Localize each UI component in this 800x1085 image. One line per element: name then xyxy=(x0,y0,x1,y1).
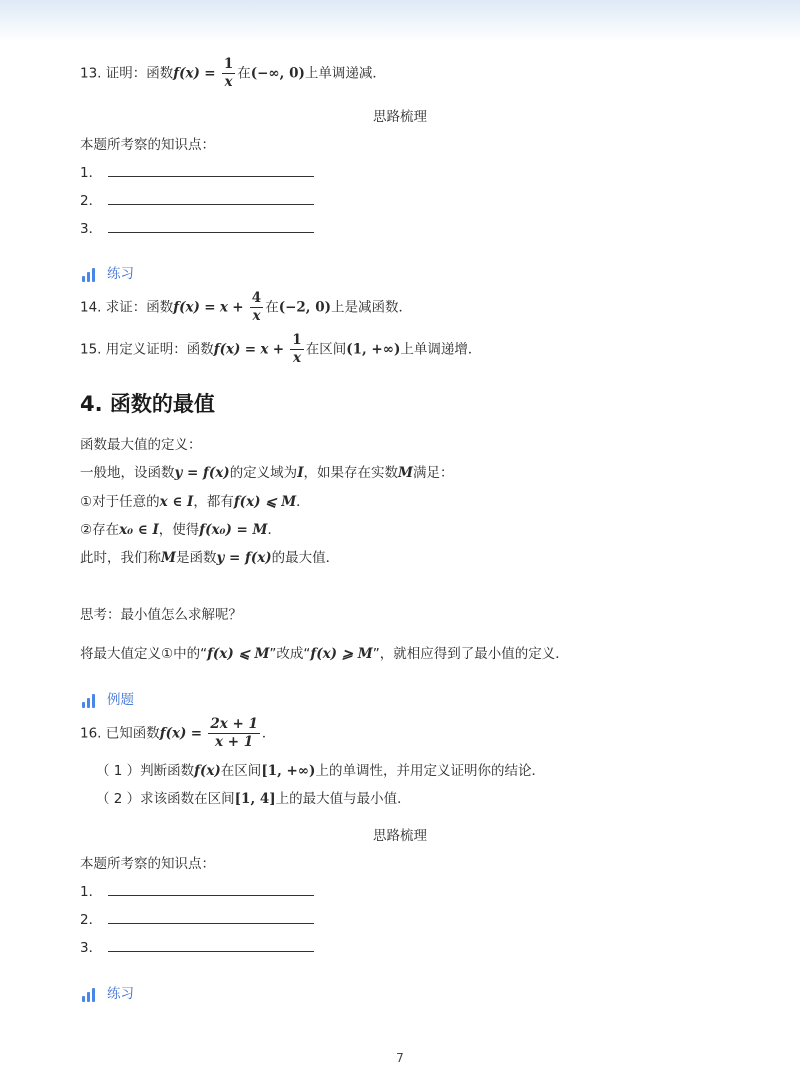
text: （ 1 ）判断函数 xyxy=(96,763,195,779)
question-text: 上单调递增． xyxy=(400,341,482,358)
blank-line[interactable] xyxy=(108,910,314,924)
analysis-title: 思路梳理 xyxy=(373,109,427,125)
text: 的定义域为 xyxy=(229,465,298,481)
fraction-denominator: x xyxy=(252,308,261,324)
blank-line[interactable] xyxy=(108,882,314,896)
definition-line-1: 函数最大值的定义： xyxy=(80,437,202,453)
practice-label: 练习 xyxy=(107,986,134,1002)
math-fx: f(x) xyxy=(213,341,241,358)
text: 的最大值． xyxy=(271,550,340,566)
math-interval: [1, +∞) xyxy=(261,763,316,779)
fraction-numerator: 2x + 1 xyxy=(210,716,258,732)
page-number: 7 xyxy=(396,1051,404,1065)
text: 将最大值定义①中的“ xyxy=(80,646,208,662)
math-x: x xyxy=(260,341,269,358)
text: ． xyxy=(296,494,310,510)
bar-chart-icon xyxy=(82,692,97,708)
text: （ 2 ）求该函数在区间 xyxy=(96,791,235,807)
answer-line-2[interactable] xyxy=(80,908,314,928)
math: f(x) ⩽ M xyxy=(233,494,297,510)
practice-label: 练习 xyxy=(107,266,134,282)
text: 在区间 xyxy=(220,763,262,779)
fraction xyxy=(290,332,303,367)
math-interval: (−2, 0) xyxy=(278,299,331,316)
math: x ∈ I xyxy=(159,494,194,510)
text: 一般地，设函数 xyxy=(80,465,175,481)
question-text: 用定义证明：函数 xyxy=(105,341,214,358)
fraction xyxy=(250,290,263,325)
analysis-title: 思路梳理 xyxy=(373,828,427,844)
text: 上的单调性，并用定义证明你的结论． xyxy=(315,763,545,779)
question-text: 证明：函数 xyxy=(105,65,174,82)
text: ，如果存在实数 xyxy=(303,465,399,481)
text: ，都有 xyxy=(193,494,234,510)
answer-line-2[interactable] xyxy=(80,189,314,209)
math: M xyxy=(161,550,176,566)
blank-line[interactable] xyxy=(108,191,314,205)
think-answer xyxy=(80,642,569,662)
analysis-prompt: 本题所考察的知识点： xyxy=(80,856,215,872)
math-fx: f(x) xyxy=(173,299,200,316)
question-text: 上是减函数． xyxy=(330,299,412,316)
math-fx: f(x) xyxy=(159,725,187,742)
text: ”，就相应得到了最小值的定义． xyxy=(372,646,569,662)
practice-header xyxy=(82,262,134,282)
example-header xyxy=(82,688,134,708)
question-13 xyxy=(80,56,386,91)
answer-label: 1． xyxy=(80,165,103,181)
math-eq: = xyxy=(204,65,216,82)
math-interval: (1, +∞) xyxy=(346,341,401,358)
math: x₀ ∈ I xyxy=(119,522,159,538)
question-number: 14. xyxy=(80,299,102,316)
text: ，使得 xyxy=(158,522,200,538)
answer-line-3[interactable] xyxy=(80,936,314,956)
text: ． xyxy=(267,522,281,538)
math-plus: + xyxy=(232,299,244,316)
math: f(x) xyxy=(194,763,221,779)
answer-label: 3． xyxy=(80,221,103,237)
think-question: 思考：最小值怎么求解呢？ xyxy=(80,607,242,623)
section-heading xyxy=(80,388,215,418)
question-text: 在 xyxy=(237,65,251,82)
question-number: 13. xyxy=(80,65,102,82)
math-eq: = xyxy=(244,341,257,358)
answer-label: 2． xyxy=(80,912,103,928)
question-text: 在区间 xyxy=(305,341,347,358)
fraction-denominator: x xyxy=(224,74,233,90)
example-label: 例题 xyxy=(107,692,134,708)
math-fx: f(x) xyxy=(173,65,200,82)
text: ”改成“ xyxy=(269,646,311,662)
question-15 xyxy=(80,332,481,367)
answer-label: 3． xyxy=(80,940,103,956)
question-14 xyxy=(80,290,412,325)
math-interval: [1, 4] xyxy=(234,791,276,807)
answer-line-3[interactable] xyxy=(80,217,314,237)
definition-line-4 xyxy=(80,518,281,538)
fraction-denominator: x + 1 xyxy=(215,734,254,750)
section-title: 4. 函数的最值 xyxy=(80,392,215,416)
fraction-numerator: 4 xyxy=(251,290,262,306)
math: M xyxy=(398,465,413,481)
question-text: 已知函数 xyxy=(105,725,160,742)
question-text: 求证：函数 xyxy=(105,299,174,316)
text: 上的最大值与最小值． xyxy=(275,791,411,807)
question-number: 16. xyxy=(80,725,102,742)
blank-line[interactable] xyxy=(108,163,314,177)
fraction-denominator: x xyxy=(292,350,302,366)
definition-line-2 xyxy=(80,461,453,481)
text: ①对于任意的 xyxy=(80,494,160,510)
answer-label: 1． xyxy=(80,884,103,900)
text: ②存在 xyxy=(80,522,120,538)
question-text: ． xyxy=(261,725,276,742)
bar-chart-icon xyxy=(82,986,97,1002)
fraction-numerator: 1 xyxy=(292,332,302,348)
math-x: x xyxy=(219,299,228,316)
definition-line-3 xyxy=(80,490,310,510)
fraction xyxy=(208,716,260,751)
math: f(x₀) = M xyxy=(199,522,268,538)
bar-chart-icon xyxy=(82,266,97,282)
question-number: 15. xyxy=(80,341,102,358)
answer-label: 2． xyxy=(80,193,103,209)
definition-line-5 xyxy=(80,546,339,566)
analysis-prompt: 本题所考察的知识点： xyxy=(80,137,215,153)
practice-header xyxy=(82,982,134,1002)
answer-line-1[interactable] xyxy=(80,880,314,900)
question-text: 在 xyxy=(265,299,279,316)
text: 满足： xyxy=(412,465,454,481)
answer-line-1[interactable] xyxy=(80,161,314,181)
question-text: 上单调递减． xyxy=(304,65,386,82)
math-eq: = xyxy=(190,725,203,742)
question-16-part-2 xyxy=(96,787,411,807)
text: 是函数 xyxy=(175,550,217,566)
math: y = f(x) xyxy=(174,465,230,481)
math: I xyxy=(297,465,304,481)
question-16-part-1 xyxy=(96,759,545,779)
blank-line[interactable] xyxy=(108,938,314,952)
blank-line[interactable] xyxy=(108,219,314,233)
math-plus: + xyxy=(272,341,284,358)
math-eq: = xyxy=(204,299,216,316)
question-16 xyxy=(80,716,275,751)
fraction-numerator: 1 xyxy=(223,56,234,72)
math: y = f(x) xyxy=(216,550,272,566)
text: 此时，我们称 xyxy=(80,550,161,566)
math: f(x) ⩽ M xyxy=(207,646,270,662)
fraction xyxy=(222,56,235,91)
math: f(x) ⩾ M xyxy=(310,646,373,662)
header-band xyxy=(0,0,800,42)
math-interval: (−∞, 0) xyxy=(250,65,305,82)
